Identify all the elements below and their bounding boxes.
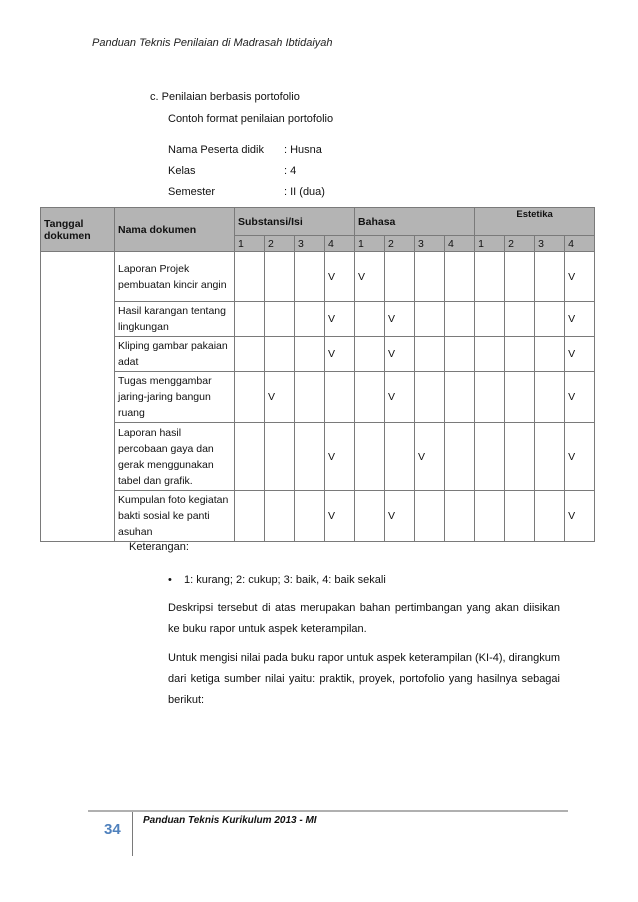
- row-document-name: Kliping gambar pakaian adat: [115, 337, 235, 372]
- scale-substansi-2: 2: [265, 236, 295, 252]
- footer-divider: [88, 810, 568, 812]
- notes-bullet: [168, 574, 386, 586]
- score-estetika-1: [475, 491, 505, 542]
- scale-bahasa-3: 3: [415, 236, 445, 252]
- score-substansi-1: [235, 491, 265, 542]
- running-header: Panduan Teknis Penilaian di Madrasah Ibtidaiyah: [92, 37, 333, 49]
- check-mark-estetika: V: [565, 491, 595, 542]
- notes-paragraph-2: Untuk mengisi nilai pada buku rapor untuk aspek keterampilan (KI-4), dirangkum dari ketiga sumber nilai yaitu: praktik, proyek, portofolio yang hasilnya sebagai berikut:: [168, 652, 560, 706]
- table-row: [41, 423, 595, 491]
- student-name-value: : Husna: [284, 144, 322, 156]
- row-document-name: Laporan Projek pembuatan kincir angin: [115, 252, 235, 302]
- score-estetika-2: [505, 337, 535, 372]
- score-bahasa-3: [415, 372, 445, 423]
- table-row: [41, 302, 595, 337]
- score-substansi-2: [265, 337, 295, 372]
- table-row: [41, 372, 595, 423]
- score-bahasa-3: [415, 302, 445, 337]
- footer-title: Panduan Teknis Kurikulum 2013 - MI: [143, 815, 317, 826]
- score-substansi-1: [235, 252, 265, 302]
- score-bahasa-4: [445, 372, 475, 423]
- scale-estetika-4: 4: [565, 236, 595, 252]
- header-substansi: Substansi/Isi: [235, 208, 355, 236]
- score-estetika-1: [475, 252, 505, 302]
- notes-heading: Keterangan:: [129, 541, 189, 553]
- scale-bahasa-4: 4: [445, 236, 475, 252]
- scale-substansi-3: 3: [295, 236, 325, 252]
- check-mark-bahasa: V: [385, 491, 415, 542]
- score-estetika-3: [535, 252, 565, 302]
- section-subtitle: Contoh format penilaian portofolio: [168, 113, 334, 125]
- row-document-name: Kumpulan foto kegiatan bakti sosial ke panti asuhan: [115, 491, 235, 542]
- score-substansi-2: [265, 252, 295, 302]
- row-date: [41, 252, 115, 302]
- score-substansi-3: [295, 302, 325, 337]
- score-bahasa-3: [415, 491, 445, 542]
- student-semester-value: : II (dua): [284, 186, 325, 198]
- student-name-row: [168, 144, 322, 156]
- check-mark-substansi: V: [325, 491, 355, 542]
- scale-substansi-1: 1: [235, 236, 265, 252]
- scale-estetika-3: 3: [535, 236, 565, 252]
- score-substansi-1: [235, 337, 265, 372]
- score-bahasa-3: [415, 337, 445, 372]
- score-bahasa-4: [445, 491, 475, 542]
- score-substansi-2: [265, 423, 295, 491]
- score-estetika-2: [505, 372, 535, 423]
- scale-estetika-1: 1: [475, 236, 505, 252]
- score-estetika-1: [475, 423, 505, 491]
- row-date: [41, 372, 115, 423]
- row-document-name: Hasil karangan tentang lingkungan: [115, 302, 235, 337]
- student-name-label: Nama Peserta didik: [168, 144, 264, 156]
- score-substansi-3: [295, 491, 325, 542]
- row-document-name: Laporan hasil percobaan gaya dan gerak menggunakan tabel dan grafik.: [115, 423, 235, 491]
- score-substansi-1: [235, 372, 265, 423]
- check-mark-bahasa: V: [385, 337, 415, 372]
- score-estetika-3: [535, 302, 565, 337]
- score-bahasa-3: [415, 252, 445, 302]
- student-class-value: : 4: [284, 165, 297, 177]
- score-bahasa-4: [445, 302, 475, 337]
- score-bahasa-1: [355, 423, 385, 491]
- check-mark-estetika: V: [565, 423, 595, 491]
- score-bahasa-4: [445, 423, 475, 491]
- score-bahasa-4: [445, 337, 475, 372]
- student-semester-row: [168, 186, 325, 198]
- scale-estetika-2: 2: [505, 236, 535, 252]
- score-substansi-3: [295, 337, 325, 372]
- score-estetika-2: [505, 252, 535, 302]
- page-number: 34: [104, 821, 121, 838]
- header-estetika: Estetika: [475, 208, 595, 236]
- check-mark-bahasa: V: [385, 302, 415, 337]
- table-row: [41, 252, 595, 302]
- bullet-symbol: •: [168, 574, 172, 586]
- header-document: Nama dokumen: [115, 208, 235, 252]
- score-substansi-4: [325, 372, 355, 423]
- check-mark-substansi: V: [325, 337, 355, 372]
- check-mark-bahasa: V: [355, 252, 385, 302]
- row-document-name: Tugas menggambar jaring-jaring bangun ruang: [115, 372, 235, 423]
- score-bahasa-1: [355, 372, 385, 423]
- check-mark-estetika: V: [565, 337, 595, 372]
- row-date: [41, 337, 115, 372]
- scale-bahasa-2: 2: [385, 236, 415, 252]
- score-substansi-2: [265, 302, 295, 337]
- score-substansi-2: [265, 491, 295, 542]
- score-bahasa-1: [355, 337, 385, 372]
- check-mark-estetika: V: [565, 372, 595, 423]
- scale-bahasa-1: 1: [355, 236, 385, 252]
- score-substansi-3: [295, 423, 325, 491]
- score-estetika-2: [505, 302, 535, 337]
- score-bahasa-1: [355, 491, 385, 542]
- scale-substansi-4: 4: [325, 236, 355, 252]
- score-substansi-1: [235, 423, 265, 491]
- score-bahasa-2: [385, 252, 415, 302]
- header-date: Tanggal dokumen: [41, 208, 115, 252]
- student-class-row: [168, 165, 296, 177]
- check-mark-estetika: V: [565, 302, 595, 337]
- score-substansi-3: [295, 252, 325, 302]
- score-bahasa-4: [445, 252, 475, 302]
- section-title: c. Penilaian berbasis portofolio: [150, 91, 300, 103]
- footer-vertical-divider: [132, 812, 133, 856]
- score-estetika-1: [475, 337, 505, 372]
- score-estetika-3: [535, 372, 565, 423]
- score-estetika-1: [475, 372, 505, 423]
- score-estetika-2: [505, 491, 535, 542]
- student-class-label: Kelas: [168, 165, 196, 177]
- check-mark-substansi: V: [325, 302, 355, 337]
- header-bahasa: Bahasa: [355, 208, 475, 236]
- score-estetika-3: [535, 423, 565, 491]
- score-estetika-3: [535, 337, 565, 372]
- row-date: [41, 302, 115, 337]
- score-estetika-3: [535, 491, 565, 542]
- score-estetika-1: [475, 302, 505, 337]
- score-substansi-3: [295, 372, 325, 423]
- check-mark-bahasa: V: [385, 372, 415, 423]
- row-date: [41, 423, 115, 491]
- score-estetika-2: [505, 423, 535, 491]
- student-semester-label: Semester: [168, 186, 216, 198]
- score-bahasa-1: [355, 302, 385, 337]
- check-mark-substansi: V: [325, 252, 355, 302]
- check-mark-estetika: V: [565, 252, 595, 302]
- row-date: [41, 491, 115, 542]
- check-mark-bahasa: V: [415, 423, 445, 491]
- check-mark-substansi: V: [325, 423, 355, 491]
- score-bahasa-2: [385, 423, 415, 491]
- score-substansi-1: [235, 302, 265, 337]
- portfolio-table: [40, 207, 595, 542]
- check-mark-substansi: V: [265, 372, 295, 423]
- notes-paragraph-1: Deskripsi tersebut di atas merupakan bahan pertimbangan yang akan diisikan ke buku rapor untuk aspek keterampilan.: [168, 602, 560, 635]
- table-row: [41, 337, 595, 372]
- table-row: [41, 491, 595, 542]
- bullet-text: 1: kurang; 2: cukup; 3: baik, 4: baik sekali: [184, 574, 386, 586]
